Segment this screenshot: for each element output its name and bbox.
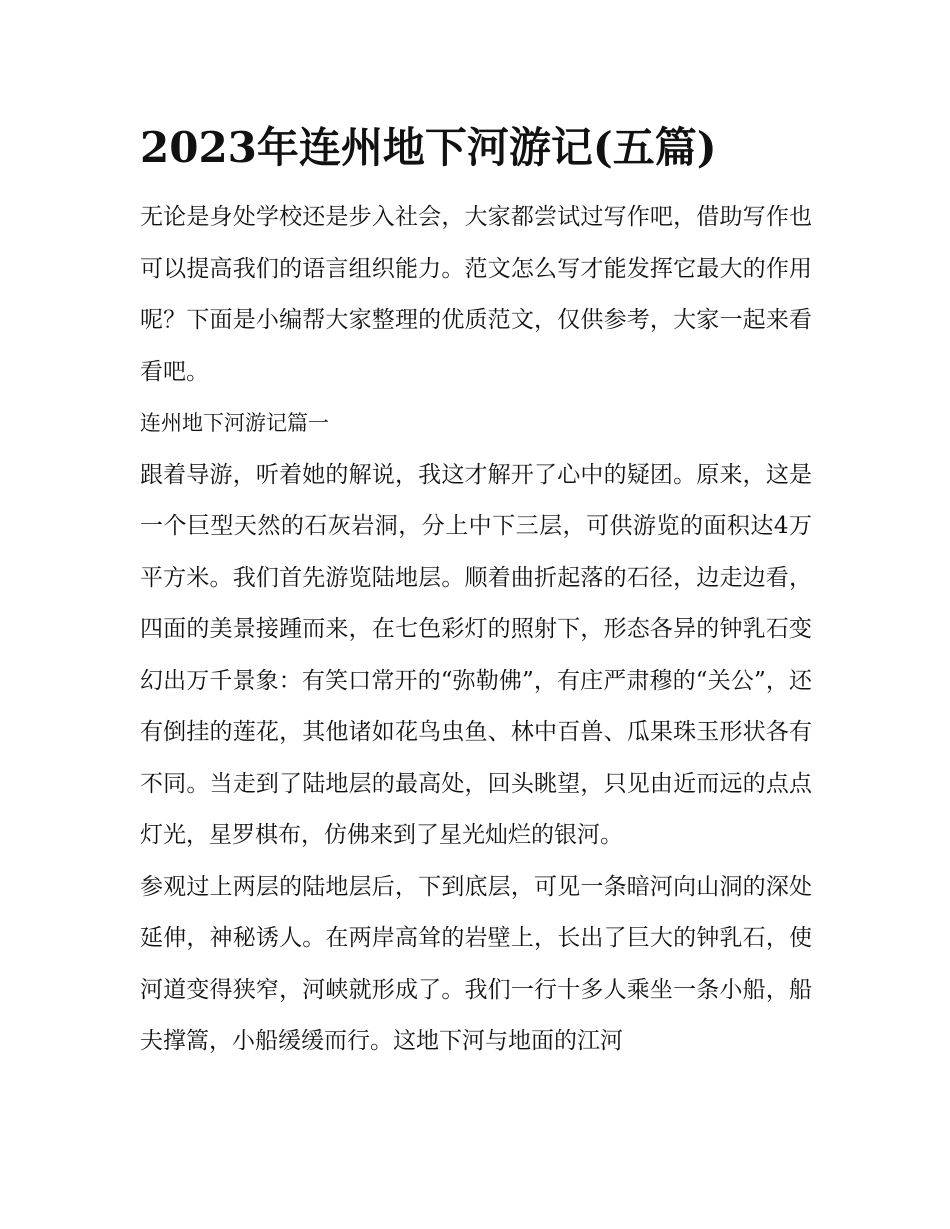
body-paragraph-2: 参观过上两层的陆地层后，下到底层，可见一条暗河向山洞的深处延伸，神秘诱人。在两岸高耸的岩壁上，长出了巨大的钟乳石，使河道变得狭窄，河峡就形成了。我们一行十多人乘坐一条小船，船夫撑篙，小船缓缓而行。这地下河与地面的江河	[140, 873, 812, 1054]
document-title: 2023年连州地下河游记(五篇)	[140, 123, 717, 172]
intro-paragraph: 无论是身处学校还是步入社会，大家都尝试过写作吧，借助写作也可以提高我们的语言组织能力。范文怎么写才能发挥它最大的作用呢？下面是小编帮大家整理的优质范文，仅供参考，大家一起来看看吧。	[140, 204, 812, 385]
document-page	[140, 118, 812, 1068]
body-paragraph-1: 跟着导游，听着她的解说，我这才解开了心中的疑团。原来，这是一个巨型天然的石灰岩洞，分上中下三层，可供游览的面积达4万平方米。我们首先游览陆地层。顺着曲折起落的石径，边走边看，四面的美景接踵而来，在七色彩灯的照射下，形态各异的钟乳石变幻出万千景象：有笑口常开的“弥勒佛”，有庄严肃穆的“关公”，还有倒挂的莲花，其他诸如花鸟虫鱼、林中百兽、瓜果珠玉形状各有不同。当走到了陆地层的最高处，回头眺望，只见由近而远的点点灯光，星罗棋布，仿佛来到了星光灿烂的银河。	[140, 461, 812, 848]
section-heading: 连州地下河游记篇一	[140, 411, 329, 435]
